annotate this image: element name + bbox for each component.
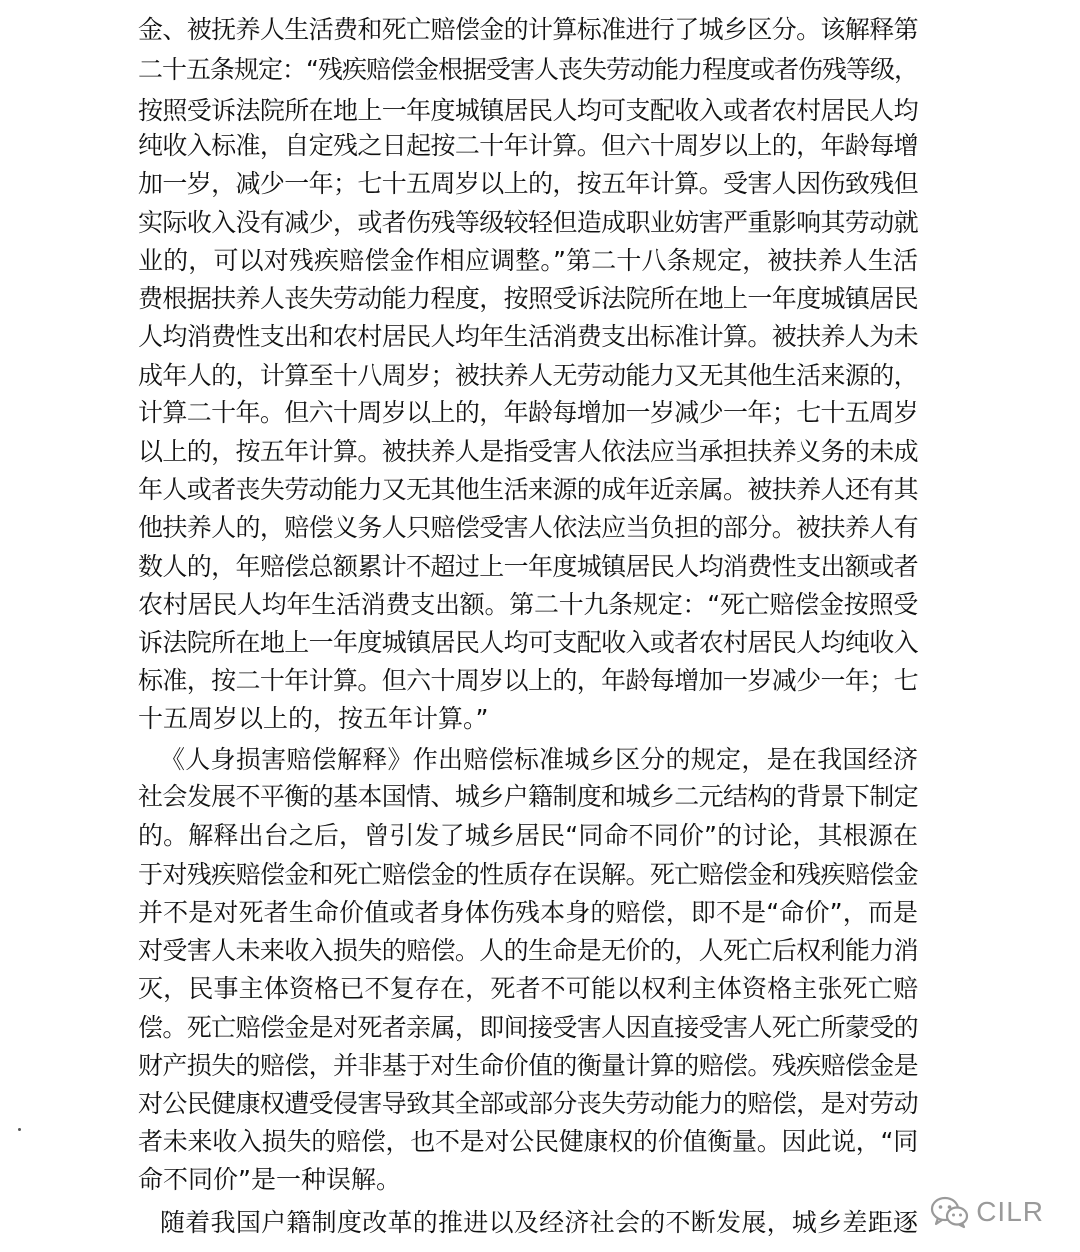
text-line: 成年人的，计算至十八周岁；被扶养人无劳动能力又无其他生活来源的，	[138, 361, 918, 390]
text-line: 对受害人未来收入损失的赔偿。人的生命是无价的，人死亡后权利能力消	[138, 936, 918, 965]
text-line: 诉法院所在地上一年度城镇居民人均可支配收入或者农村居民人均纯收入	[138, 628, 918, 657]
text-line: 他扶养人的，赔偿义务人只赔偿受害人依法应当负担的部分。被扶养人有	[138, 513, 918, 542]
text-line: 偿。死亡赔偿金是对死者亲属，即间接受害人因直接受害人死亡所蒙受的	[138, 1013, 918, 1042]
text-line: 纯收入标准，自定残之日起按二十年计算。但六十周岁以上的，年龄每增	[138, 131, 918, 160]
text-line: 计算二十年。但六十周岁以上的，年龄每增加一岁减少一年；七十五周岁	[138, 398, 918, 427]
text-line: 财产损失的赔偿，并非基于对生命价值的衡量计算的赔偿。残疾赔偿金是	[138, 1051, 918, 1080]
text-line: 社会发展不平衡的基本国情、城乡户籍制度和城乡二元结构的背景下制定	[138, 782, 918, 811]
scan-speck	[18, 1128, 21, 1131]
text-line: 以上的，按五年计算。被扶养人是指受害人依法应当承担扶养义务的未成	[138, 437, 918, 466]
text-line: 业的，可以对残疾赔偿金作相应调整。”第二十八条规定，被扶养人生活	[138, 246, 918, 275]
paragraph-first-line: 随着我国户籍制度改革的推进以及经济社会的不断发展，城乡差距逐	[160, 1208, 918, 1237]
text-line: 标准，按二十年计算。但六十周岁以上的，年龄每增加一岁减少一年；七	[138, 666, 918, 695]
paragraph-first-line: 《人身损害赔偿解释》作出赔偿标准城乡区分的规定，是在我国经济	[160, 745, 918, 774]
text-line: 并不是对死者生命价值或者身体伤残本身的赔偿，即不是“命价”，而是	[138, 898, 918, 927]
text-line: 实际收入没有减少，或者伤残等级较轻但造成职业妨害严重影响其劳动就	[138, 208, 918, 237]
watermark-text: CILR	[976, 1196, 1044, 1227]
text-line: 对公民健康权遭受侵害导致其全部或部分丧失劳动能力的赔偿，是对劳动	[138, 1089, 918, 1118]
text-line: 的。解释出台之后，曾引发了城乡居民“同命不同价”的讨论，其根源在	[138, 821, 918, 850]
text-line: 十五周岁以上的，按五年计算。”	[138, 704, 489, 733]
text-line: 按照受诉法院所在地上一年度城镇居民人均可支配收入或者农村居民人均	[138, 96, 918, 125]
text-line: 费根据扶养人丧失劳动能力程度，按照受诉法院所在地上一年度城镇居民	[138, 284, 918, 313]
text-line: 农村居民人均年生活消费支出额。第二十九条规定：“死亡赔偿金按照受	[138, 590, 918, 619]
wechat-icon	[930, 1195, 970, 1229]
text-line: 金、被抚养人生活费和死亡赔偿金的计算标准进行了城乡区分。该解释第	[138, 15, 918, 44]
text-line: 加一岁，减少一年；七十五周岁以上的，按五年计算。受害人因伤致残但	[138, 169, 918, 198]
text-line: 者未来收入损失的赔偿，也不是对公民健康权的价值衡量。因此说，“同	[138, 1127, 918, 1156]
text-line: 年人或者丧失劳动能力又无其他生活来源的成年近亲属。被扶养人还有其	[138, 475, 918, 504]
text-line: 灭，民事主体资格已不复存在，死者不可能以权利主体资格主张死亡赔	[138, 974, 918, 1003]
watermark	[930, 1192, 1044, 1232]
text-line: 命不同价”是一种误解。	[138, 1165, 401, 1194]
text-line: 数人的，年赔偿总额累计不超过上一年度城镇居民人均消费性支出额或者	[138, 552, 918, 581]
text-line: 于对残疾赔偿金和死亡赔偿金的性质存在误解。死亡赔偿金和残疾赔偿金	[138, 860, 918, 889]
text-line: 二十五条规定：“残疾赔偿金根据受害人丧失劳动能力程度或者伤残等级，	[138, 55, 918, 84]
text-line: 人均消费性支出和农村居民人均年生活消费支出标准计算。被扶养人为未	[138, 322, 918, 351]
